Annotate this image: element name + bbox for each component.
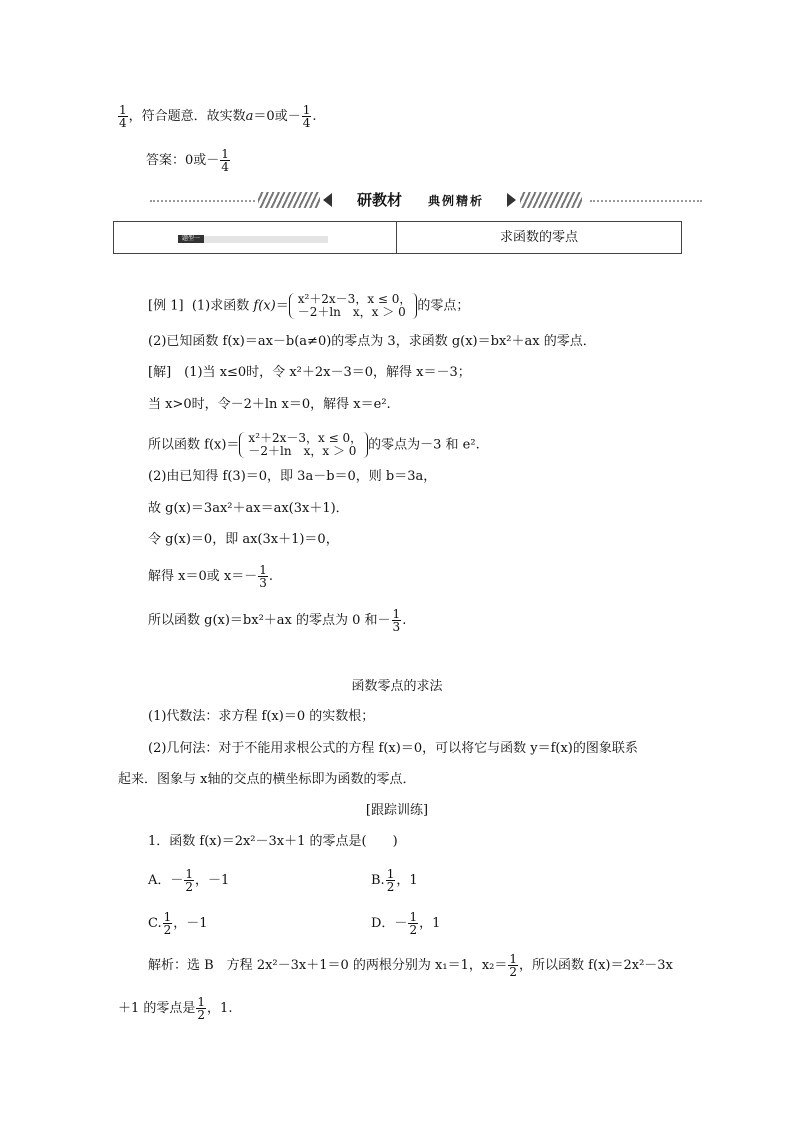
text: (1)求函数	[191, 298, 250, 314]
solution-line-5: 故 g(x)＝3ax²＋ax＝ax(3x＋1)．	[148, 501, 349, 516]
fraction: $\frac{1}{4}$	[221, 147, 229, 174]
text: A．－	[148, 873, 184, 888]
text: 所以函数 f(x)＝	[148, 437, 240, 453]
text: ，所以函数 f(x)＝2x²－3x	[519, 958, 673, 973]
banner-subtitle: 典例精析	[428, 194, 485, 208]
text: 解得 x＝0或 x＝－	[148, 569, 258, 584]
solution-line-6: 令 g(x)＝0，即 ax(3x＋1)＝0，	[148, 532, 339, 547]
text: 解析：选 B 方程 2x²－3x＋1＝0 的两根分别为 x₁＝1，x₂＝	[148, 958, 508, 973]
fraction: $\frac{1}{2}$	[197, 995, 206, 1022]
text: D．－	[371, 916, 408, 931]
stripe-decoration	[520, 192, 582, 208]
text: B.	[371, 873, 385, 888]
practice-title: [跟踪训练]	[365, 803, 429, 818]
dotted-rule	[150, 200, 255, 202]
text: ，符合题意．故实数	[128, 109, 246, 124]
example-line-1	[148, 293, 469, 319]
solution-line-3	[148, 432, 480, 458]
right-arrow-icon	[507, 193, 516, 207]
fraction: $\frac{1}{3}$	[392, 607, 401, 634]
solution-analysis-2	[118, 996, 232, 1021]
text: 所以函数 g(x)＝bx²＋ax 的零点为 0 和－	[148, 613, 391, 628]
option-c	[148, 911, 208, 936]
section-banner	[150, 190, 702, 212]
text: ，1	[396, 873, 418, 888]
fraction: $\frac{1}{4}$	[119, 103, 127, 130]
intro-line	[117, 104, 316, 129]
solution-line-2: 当 x>0时，令－2＋ln x＝0，解得 x＝e².	[148, 397, 391, 412]
dotted-rule	[590, 200, 702, 202]
example-label: [例 1]	[148, 298, 184, 314]
case: －2＋ln x，x ＞ 0	[297, 305, 406, 319]
example-line-2: (2)已知函数 f(x)＝ax－b(a≠0)的零点为 3，求函数 g(x)＝bx²＋ax 的零点．	[148, 334, 596, 349]
text: ，－1	[173, 916, 208, 931]
topic-box	[113, 221, 682, 254]
text: .	[402, 613, 407, 628]
option-d	[371, 911, 440, 936]
fraction: $\frac{1}{4}$	[302, 103, 311, 130]
solution-analysis-1	[148, 953, 673, 978]
function: f(x)	[253, 298, 276, 314]
solution-line-1: [解] (1)当 x≤0时，令 x²＋2x－3＝0，解得 x＝－3；	[148, 365, 471, 380]
fraction: $\frac{1}{2}$	[163, 910, 172, 937]
option-b	[371, 868, 418, 893]
text: ＋1 的零点是	[118, 1001, 196, 1016]
text: ＝0或－	[253, 109, 301, 124]
var: a	[245, 109, 254, 124]
solution-line-4: (2)由已知得 f(3)＝0，即 3a－b＝0，则 b＝3a，	[148, 469, 437, 484]
method-line-3: 起来．图象与 x轴的交点的横坐标即为函数的零点．	[118, 772, 416, 787]
left-arrow-icon	[323, 193, 332, 207]
option-a	[148, 868, 229, 893]
text: ，1.	[207, 1001, 233, 1016]
topic-title: 求函数的零点	[499, 230, 578, 245]
fraction: $\frac{1}{2}$	[509, 952, 518, 979]
solution-line-7	[148, 564, 273, 589]
method-line-2: (2)几何法：对于不能用求根公式的方程 f(x)＝0，可以将它与函数 y＝f(x)的图象联系	[148, 741, 638, 756]
case: －2＋ln x，x ＞ 0	[248, 444, 357, 458]
text: .	[312, 109, 317, 124]
fraction: $\frac{1}{2}$	[185, 867, 194, 894]
topic-tag: 题型一	[178, 235, 204, 243]
text: ，1	[419, 916, 441, 931]
text: ，－1	[195, 873, 230, 888]
piecewise-brace	[289, 293, 418, 319]
fraction: $\frac{1}{2}$	[409, 910, 418, 937]
topic-bar	[204, 236, 328, 243]
banner-title: 研教材	[357, 191, 403, 209]
text: .	[268, 569, 273, 584]
text: ＝	[275, 298, 289, 314]
answer-line	[146, 148, 231, 173]
stripe-decoration	[258, 192, 320, 208]
answer-label: 答案：0或－	[146, 153, 220, 168]
case: x²＋2x－3，x ≤ 0，	[297, 292, 412, 306]
fraction: $\frac{1}{2}$	[386, 867, 395, 894]
method-title: 函数零点的求法	[351, 679, 443, 694]
text: 的零点；	[417, 298, 470, 314]
fraction: $\frac{1}{3}$	[259, 563, 267, 590]
case: x²＋2x－3，x ≤ 0，	[248, 431, 363, 445]
question-1: 1．函数 f(x)＝2x²－3x＋1 的零点是( )	[148, 834, 398, 849]
piecewise-brace	[239, 432, 368, 458]
text: 的零点为－3 和 e².	[368, 437, 480, 453]
solution-line-8	[148, 608, 406, 633]
text: C.	[148, 916, 162, 931]
topic-left-cell	[114, 222, 397, 253]
method-line-1: (1)代数法：求方程 f(x)＝0 的实数根；	[148, 709, 375, 724]
